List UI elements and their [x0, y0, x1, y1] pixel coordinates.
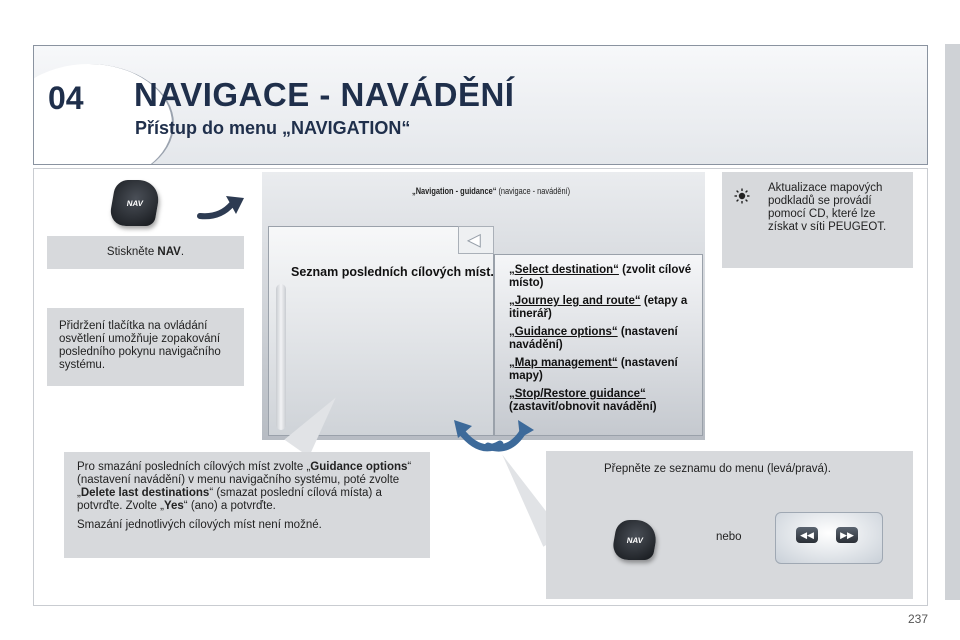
press-end: .: [180, 246, 185, 258]
delete-text-delete-last: Delete last destinations: [80, 487, 210, 499]
delete-text-yes: Yes: [163, 500, 184, 512]
menu-item-journey-leg[interactable]: [509, 295, 701, 321]
menu-item-desc: (zvolit cílové místo): [509, 264, 692, 289]
navigation-menu: [509, 264, 701, 419]
back-arrow-icon[interactable]: ◀: [468, 232, 481, 249]
forward-icon: ▶▶: [836, 527, 858, 543]
update-text: Aktualizace mapových podkladů se provádí pomocí CD, které lze získat v síti PEUGEOT.: [768, 182, 887, 233]
page-subtitle: Přístup do menu „NAVIGATION“: [135, 118, 411, 138]
delete-destinations-box: [64, 452, 430, 558]
switch-text: Přepněte ze seznamu do menu (levá/pravá).: [604, 463, 831, 475]
delete-text-guidance: Guidance options: [310, 461, 408, 473]
menu-item-map-management[interactable]: [509, 357, 701, 383]
side-rule: [945, 44, 960, 600]
delete-text-g: “ (ano) a potvrďte.: [183, 500, 276, 512]
hold-text: Přidržení tlačítka na ovládání osvětlení umožňuje zopakování posledního pokynu navigačního systému.: [59, 320, 221, 371]
swap-arrows-icon: [452, 416, 536, 454]
destination-list-panel: [268, 226, 494, 436]
page-number: 237: [908, 612, 929, 626]
screen-title-sub: (navigace - navádění): [496, 186, 571, 197]
steering-control-icon: [775, 512, 883, 564]
menu-item-desc: (nastavení navádění): [509, 326, 678, 351]
chapter-number: 04: [48, 80, 84, 116]
or-text: nebo: [716, 531, 742, 543]
screen-title-main: „Navigation - guidance“: [412, 186, 497, 197]
press-nav-box: [47, 236, 244, 269]
delete-text-c: “ (nastavení navádění) v menu navigačního systému, poté zvolte „: [77, 461, 412, 499]
menu-item-label: „Stop/Restore guidance“: [509, 388, 646, 400]
last-destinations-label: Seznam posledních cílových míst.: [291, 265, 494, 279]
delete-paragraph: [77, 461, 418, 513]
menu-item-desc: (zastavit/obnovit navádění): [509, 401, 657, 413]
menu-item-desc: (etapy a itinerář): [509, 295, 688, 320]
nav-button-label: NAV: [126, 198, 144, 208]
screen-title: [412, 186, 570, 197]
rewind-icon: ◀◀: [796, 527, 818, 543]
menu-item-stop-restore[interactable]: [509, 388, 701, 414]
menu-item-select-destination[interactable]: [509, 264, 701, 290]
sun-tip-icon: [734, 188, 750, 204]
press-text: Stiskněte: [106, 246, 158, 258]
nav-button-icon: [108, 180, 162, 226]
menu-item-label: „Map management“: [509, 357, 618, 369]
delete-text-a: Pro smazání posledních cílových míst zvolte „: [77, 461, 311, 473]
press-nav-bold: NAV: [157, 246, 181, 258]
menu-item-label: „Journey leg and route“: [509, 295, 641, 307]
menu-item-desc: (nastavení mapy): [509, 357, 678, 382]
menu-item-guidance-options[interactable]: [509, 326, 701, 352]
list-scrollbar[interactable]: [276, 284, 286, 430]
update-info-box: [722, 172, 913, 268]
delete-text-e: “ (smazat poslední cílová místa) a potvrďte. Zvolte „: [77, 487, 382, 512]
nav-button-label: NAV: [626, 535, 644, 545]
menu-item-label: „Select destination“: [509, 264, 619, 276]
hold-info-box: [47, 308, 244, 386]
delete-note: Smazání jednotlivých cílových míst není možné.: [77, 519, 322, 531]
menu-item-label: „Guidance options“: [509, 326, 618, 338]
curved-arrow-icon: [196, 190, 250, 224]
page-title: NAVIGACE - NAVÁDĚNÍ: [134, 76, 515, 113]
